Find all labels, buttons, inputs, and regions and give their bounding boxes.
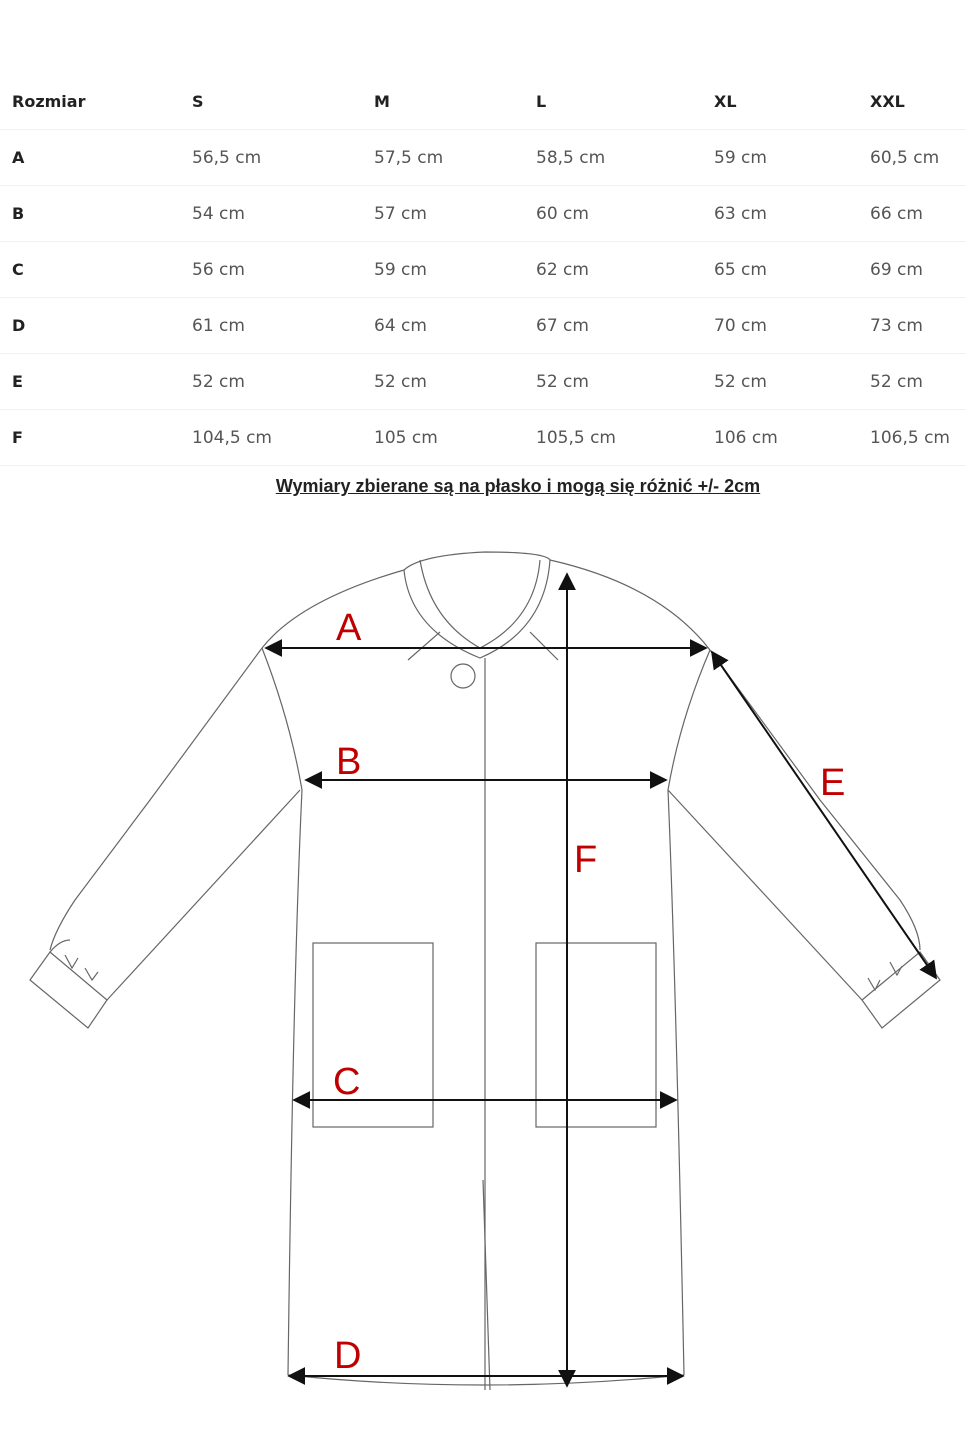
label-c: C [333, 1061, 361, 1103]
table-cell: 64 cm [374, 298, 536, 354]
row-label: D [0, 298, 192, 354]
table-cell: 63 cm [714, 186, 870, 242]
table-cell: 57,5 cm [374, 130, 536, 186]
header-xxl: XXL [870, 74, 966, 130]
size-table [0, 74, 966, 466]
table-cell: 104,5 cm [192, 410, 374, 466]
table-cell: 106 cm [714, 410, 870, 466]
table-row [0, 354, 966, 410]
measurement-arrows [266, 574, 936, 1386]
table-cell: 60,5 cm [870, 130, 966, 186]
table-cell: 52 cm [192, 354, 374, 410]
label-d: D [334, 1335, 362, 1377]
table-cell: 66 cm [870, 186, 966, 242]
table-cell: 56 cm [192, 242, 374, 298]
table-cell: 105 cm [374, 410, 536, 466]
table-cell: 57 cm [374, 186, 536, 242]
header-xl: XL [714, 74, 870, 130]
header-m: M [374, 74, 536, 130]
table-cell: 59 cm [374, 242, 536, 298]
table-row [0, 186, 966, 242]
table-header-row [0, 74, 966, 130]
arrow-e [712, 652, 936, 978]
label-a: A [336, 607, 362, 649]
row-label: E [0, 354, 192, 410]
table-cell: 52 cm [870, 354, 966, 410]
table-cell: 67 cm [536, 298, 714, 354]
table-row [0, 298, 966, 354]
table-cell: 54 cm [192, 186, 374, 242]
table-cell: 52 cm [536, 354, 714, 410]
table-cell: 69 cm [870, 242, 966, 298]
table-cell: 62 cm [536, 242, 714, 298]
table-cell: 59 cm [714, 130, 870, 186]
row-label: F [0, 410, 192, 466]
label-b: B [336, 741, 362, 783]
row-label: B [0, 186, 192, 242]
coat-outline [30, 552, 940, 1390]
measurement-note: Wymiary zbierane są na płasko i mogą się różnić +/- 2cm [275, 476, 761, 496]
table-row [0, 242, 966, 298]
header-size: Rozmiar [0, 74, 192, 130]
label-f: F [574, 839, 598, 881]
row-label: C [0, 242, 192, 298]
label-e: E [820, 762, 846, 804]
table-cell: 70 cm [714, 298, 870, 354]
table-row [0, 130, 966, 186]
table-cell: 61 cm [192, 298, 374, 354]
table-cell: 106,5 cm [870, 410, 966, 466]
header-s: S [192, 74, 374, 130]
table-cell: 52 cm [374, 354, 536, 410]
table-row [0, 410, 966, 466]
coat-diagram [0, 520, 970, 1450]
table-cell: 56,5 cm [192, 130, 374, 186]
table-cell: 65 cm [714, 242, 870, 298]
header-l: L [536, 74, 714, 130]
table-cell: 73 cm [870, 298, 966, 354]
row-label: A [0, 130, 192, 186]
table-cell: 58,5 cm [536, 130, 714, 186]
table-cell: 105,5 cm [536, 410, 714, 466]
table-cell: 52 cm [714, 354, 870, 410]
table-cell: 60 cm [536, 186, 714, 242]
measurement-note-container [228, 476, 808, 497]
